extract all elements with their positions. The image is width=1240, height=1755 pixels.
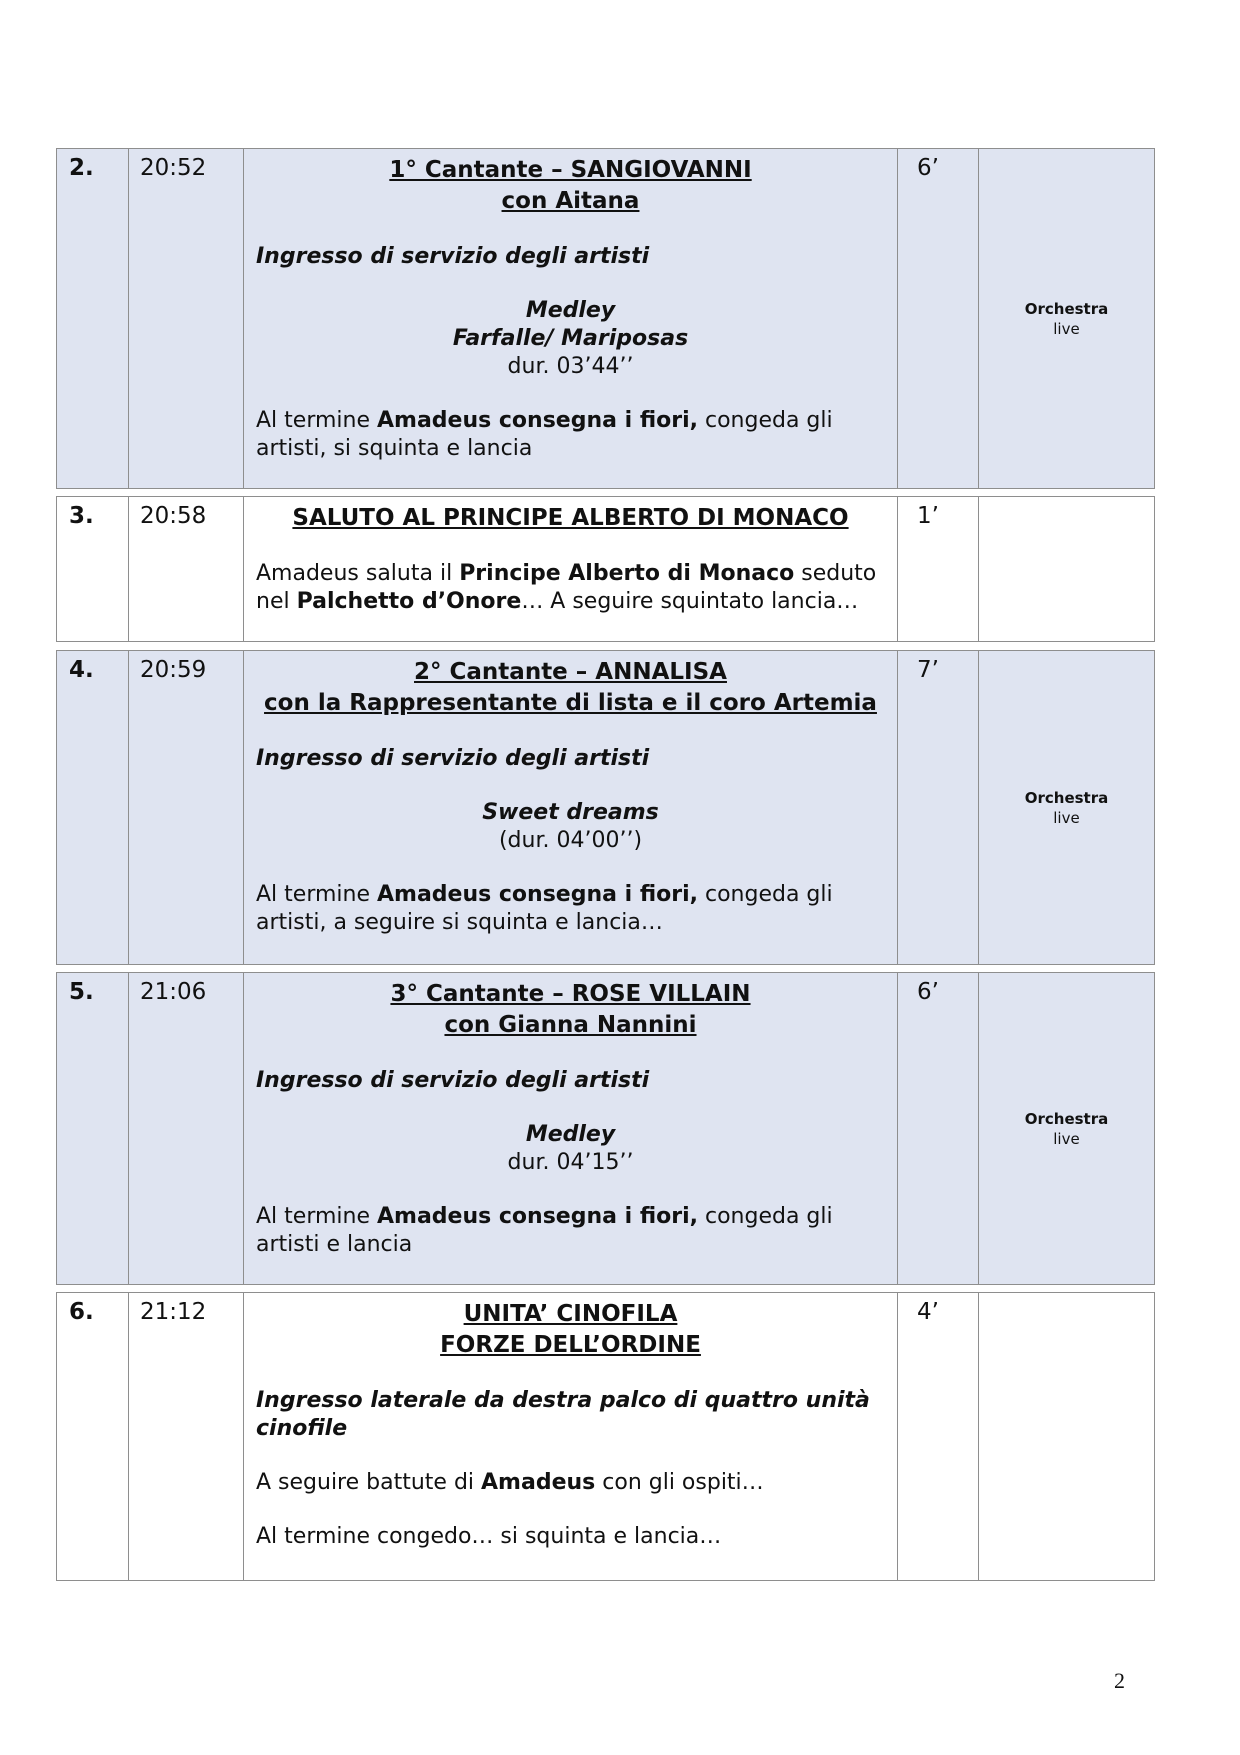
row-subtitle: con Gianna Nannini <box>444 1012 697 1038</box>
row-title: SALUTO AL PRINCIPE ALBERTO DI MONACO <box>292 505 849 531</box>
row-title: UNITA’ CINOFILA <box>463 1301 678 1327</box>
song-title: Medley <box>525 1122 616 1147</box>
end-note: Al termine congedo… si squinta e lancia… <box>256 1524 722 1549</box>
row-description <box>244 497 898 641</box>
row-number: 3. <box>57 497 129 641</box>
rundown-row-5 <box>56 972 1155 1285</box>
row-notes <box>979 1293 1155 1580</box>
row-title: 2° Cantante – ANNALISA <box>414 659 727 685</box>
song-duration: (dur. 04’00’’) <box>498 828 643 853</box>
entry-note: Ingresso di servizio degli artisti <box>256 746 650 771</box>
rundown-row-4 <box>56 650 1155 965</box>
row-description <box>244 149 898 488</box>
rundown-row-3 <box>56 496 1155 642</box>
entry-note: Ingresso di servizio degli artisti <box>256 244 650 269</box>
page-number: 2 <box>1114 1668 1125 1693</box>
end-note: Al termine Amadeus consegna i fiori, congeda gli artisti e lancia <box>256 1204 833 1257</box>
end-note: Al termine Amadeus consegna i fiori, congeda gli artisti, si squinta e lancia <box>256 408 833 461</box>
row-duration: 6’ <box>898 149 979 488</box>
row-time: 20:59 <box>129 651 244 964</box>
end-note: Al termine Amadeus consegna i fiori, congeda gli artisti, a seguire si squinta e lancia… <box>256 882 833 935</box>
row-time: 20:58 <box>129 497 244 641</box>
song-title: Medley <box>525 298 616 323</box>
row-time: 21:06 <box>129 973 244 1284</box>
row-number: 6. <box>57 1293 129 1580</box>
rundown-row-6 <box>56 1292 1155 1581</box>
row-time: 20:52 <box>129 149 244 488</box>
row-number: 4. <box>57 651 129 964</box>
row-notes: Orchestra live <box>979 149 1155 488</box>
body-text: A seguire battute di Amadeus con gli ospiti… <box>256 1470 764 1495</box>
song-duration: dur. 04’15’’ <box>507 1150 634 1175</box>
rundown-row-2 <box>56 148 1155 489</box>
row-subtitle: FORZE DELL’ORDINE <box>440 1332 701 1358</box>
row-duration: 7’ <box>898 651 979 964</box>
row-time: 21:12 <box>129 1293 244 1580</box>
song-title: Sweet dreams <box>482 800 659 825</box>
row-title: 3° Cantante – ROSE VILLAIN <box>390 981 751 1007</box>
row-title: 1° Cantante – SANGIOVANNI <box>389 157 752 183</box>
row-subtitle: con la Rappresentante di lista e il coro Artemia <box>264 690 877 716</box>
row-subtitle: con Aitana <box>501 188 640 214</box>
row-notes: Orchestra live <box>979 973 1155 1284</box>
row-description <box>244 973 898 1284</box>
row-number: 2. <box>57 149 129 488</box>
row-notes: Orchestra live <box>979 651 1155 964</box>
row-notes <box>979 497 1155 641</box>
song-subtitle: Farfalle/ Mariposas <box>452 326 689 351</box>
row-description <box>244 1293 898 1580</box>
entry-note: Ingresso laterale da destra palco di quattro unità cinofile <box>256 1388 870 1441</box>
song-duration: dur. 03’44’’ <box>507 354 634 379</box>
entry-note: Ingresso di servizio degli artisti <box>256 1068 650 1093</box>
row-description <box>244 651 898 964</box>
row-duration: 4’ <box>898 1293 979 1580</box>
row-duration: 1’ <box>898 497 979 641</box>
row-duration: 6’ <box>898 973 979 1284</box>
body-text: Amadeus saluta il Principe Alberto di Monaco seduto nel Palchetto d’Onore… A seguire squintato lancia… <box>256 561 877 614</box>
row-number: 5. <box>57 973 129 1284</box>
